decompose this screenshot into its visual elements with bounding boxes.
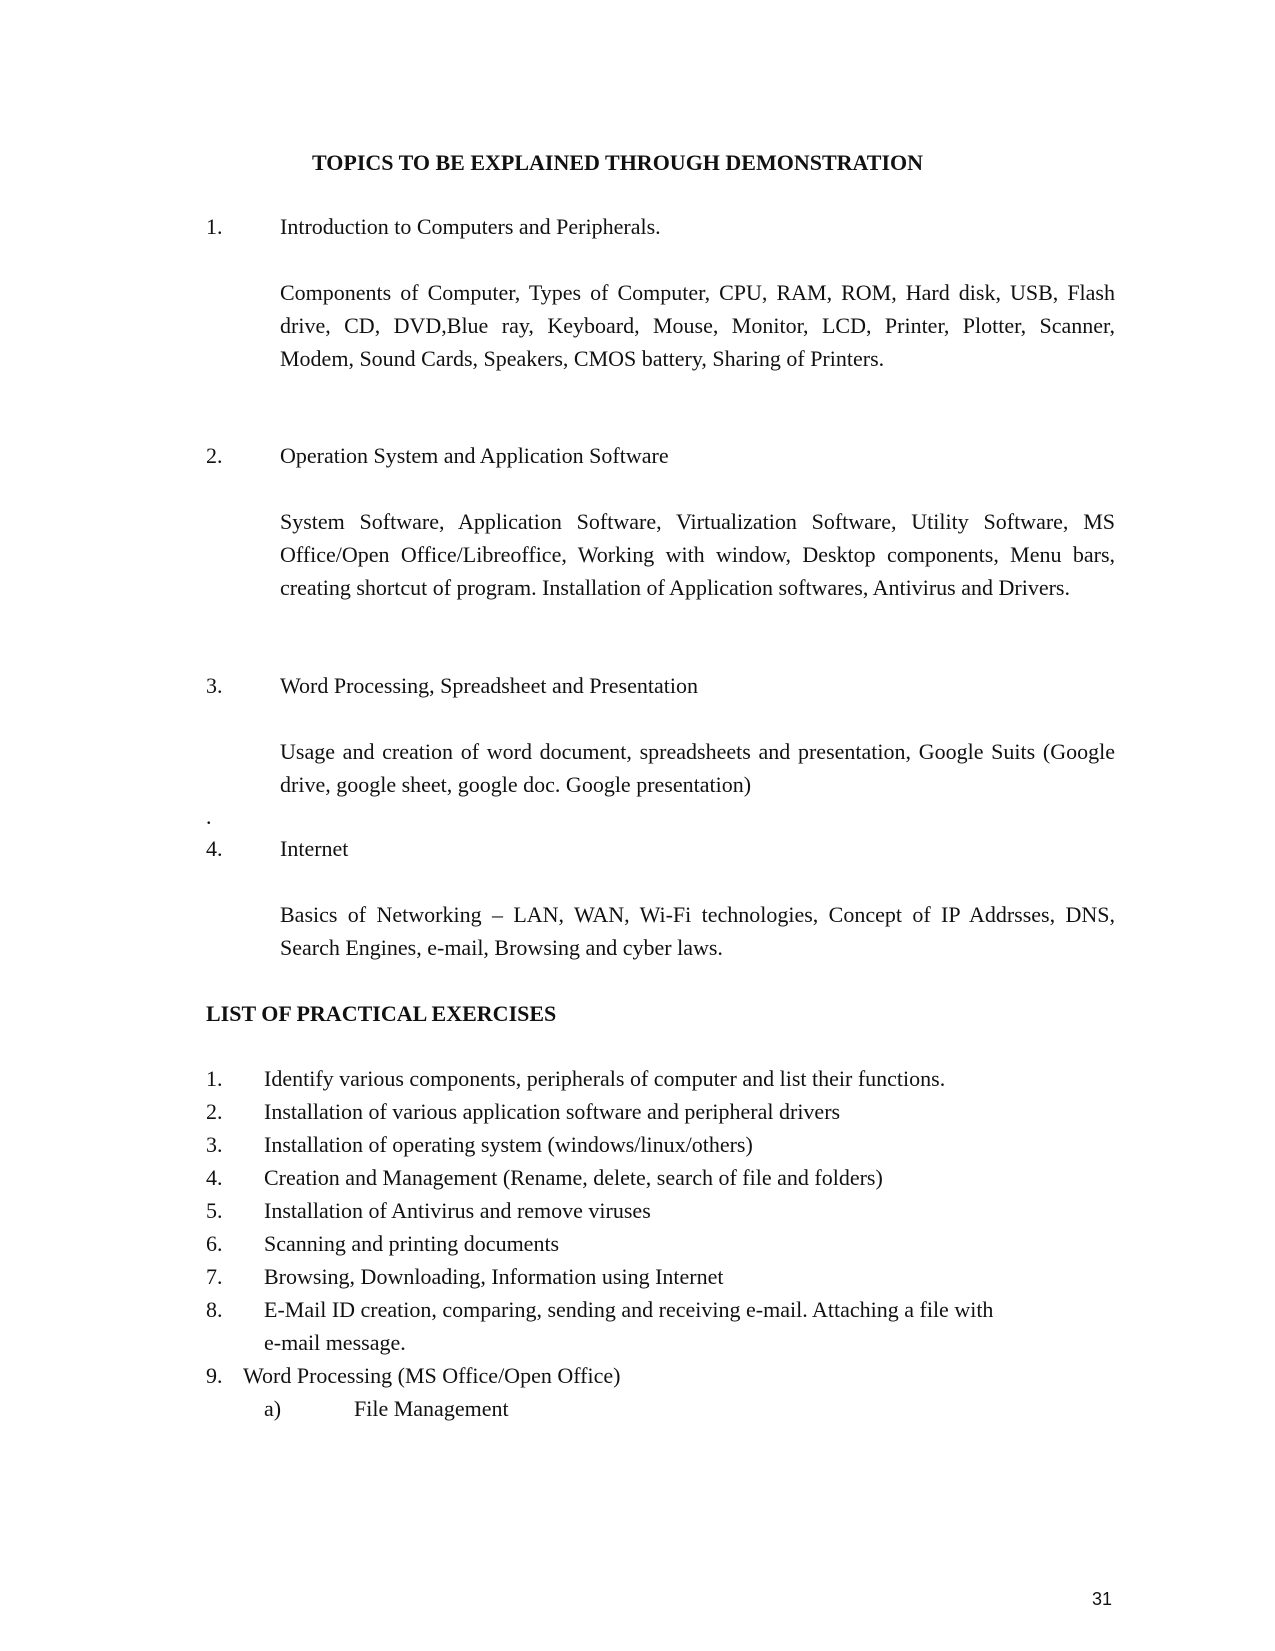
topic-1-body: Components of Computer, Types of Computer, CPU, RAM, ROM, Hard disk, USB, Flash drive, CD, DVD,Blue ray, Keyboard, Mouse, Monitor, LCD, Printer, Plotter, Scanner, Modem, Sound Cards, Speakers, CMOS battery, Sharing of Printers. bbox=[280, 280, 1115, 371]
exercise-5-number: 5. bbox=[206, 1198, 223, 1223]
topic-4-title: Internet bbox=[280, 836, 349, 861]
exercise-8-text-continued: e-mail message. bbox=[264, 1330, 406, 1355]
exercise-6-text: Scanning and printing documents bbox=[264, 1231, 560, 1256]
exercise-4-number: 4. bbox=[206, 1165, 223, 1190]
sub-item-a-text: File Management bbox=[354, 1396, 509, 1421]
page-number: 31 bbox=[1092, 1589, 1113, 1609]
exercise-3-text: Installation of operating system (windows/linux/others) bbox=[264, 1132, 753, 1157]
topic-3-body: Usage and creation of word document, spreadsheets and presentation, Google Suits (Google drive, google sheet, google doc. Google presentation) bbox=[280, 739, 1115, 797]
exercise-1-number: 1. bbox=[206, 1066, 223, 1091]
exercise-2-text: Installation of various application software and peripheral drivers bbox=[264, 1099, 841, 1124]
exercise-8-number: 8. bbox=[206, 1297, 223, 1322]
exercise-7-number: 7. bbox=[206, 1264, 223, 1289]
topic-4-number: 4. bbox=[206, 836, 223, 861]
exercise-7-text: Browsing, Downloading, Information using Internet bbox=[264, 1264, 724, 1289]
exercise-9-number: 9. bbox=[206, 1363, 223, 1388]
exercise-5-text: Installation of Antivirus and remove viruses bbox=[264, 1198, 651, 1223]
exercise-4-text: Creation and Management (Rename, delete, search of file and folders) bbox=[264, 1165, 883, 1190]
topic-2-body: System Software, Application Software, Virtualization Software, Utility Software, MS Office/Open Office/Libreoffice, Working with window, Desktop components, Menu bars, creating shortcut of program. Installation of Application softwares, Antivirus and Drivers. bbox=[280, 509, 1115, 600]
exercise-2-number: 2. bbox=[206, 1099, 223, 1124]
exercise-8-text: E-Mail ID creation, comparing, sending and receiving e-mail. Attaching a file with bbox=[264, 1297, 994, 1322]
exercises-heading: LIST OF PRACTICAL EXERCISES bbox=[206, 1001, 557, 1026]
topic-3-title: Word Processing, Spreadsheet and Presentation bbox=[280, 673, 698, 698]
exercise-9-text: Word Processing (MS Office/Open Office) bbox=[243, 1363, 621, 1388]
topic-4-body: Basics of Networking – LAN, WAN, Wi-Fi technologies, Concept of IP Addrsses, DNS, Search Engines, e-mail, Browsing and cyber laws. bbox=[280, 902, 1115, 960]
exercise-3-number: 3. bbox=[206, 1132, 223, 1157]
topic-1-title: Introduction to Computers and Peripherals. bbox=[280, 214, 661, 239]
exercise-1-text: Identify various components, peripherals of computer and list their functions. bbox=[264, 1066, 946, 1091]
sub-item-a-number: a) bbox=[264, 1396, 282, 1421]
exercise-6-number: 6. bbox=[206, 1231, 223, 1256]
topic-1-number: 1. bbox=[206, 214, 223, 239]
stray-dot: . bbox=[206, 804, 212, 829]
topic-3-number: 3. bbox=[206, 673, 223, 698]
topic-2-number: 2. bbox=[206, 443, 223, 468]
topic-2-title: Operation System and Application Software bbox=[280, 443, 669, 468]
topics-heading: TOPICS TO BE EXPLAINED THROUGH DEMONSTRATION bbox=[312, 150, 924, 175]
